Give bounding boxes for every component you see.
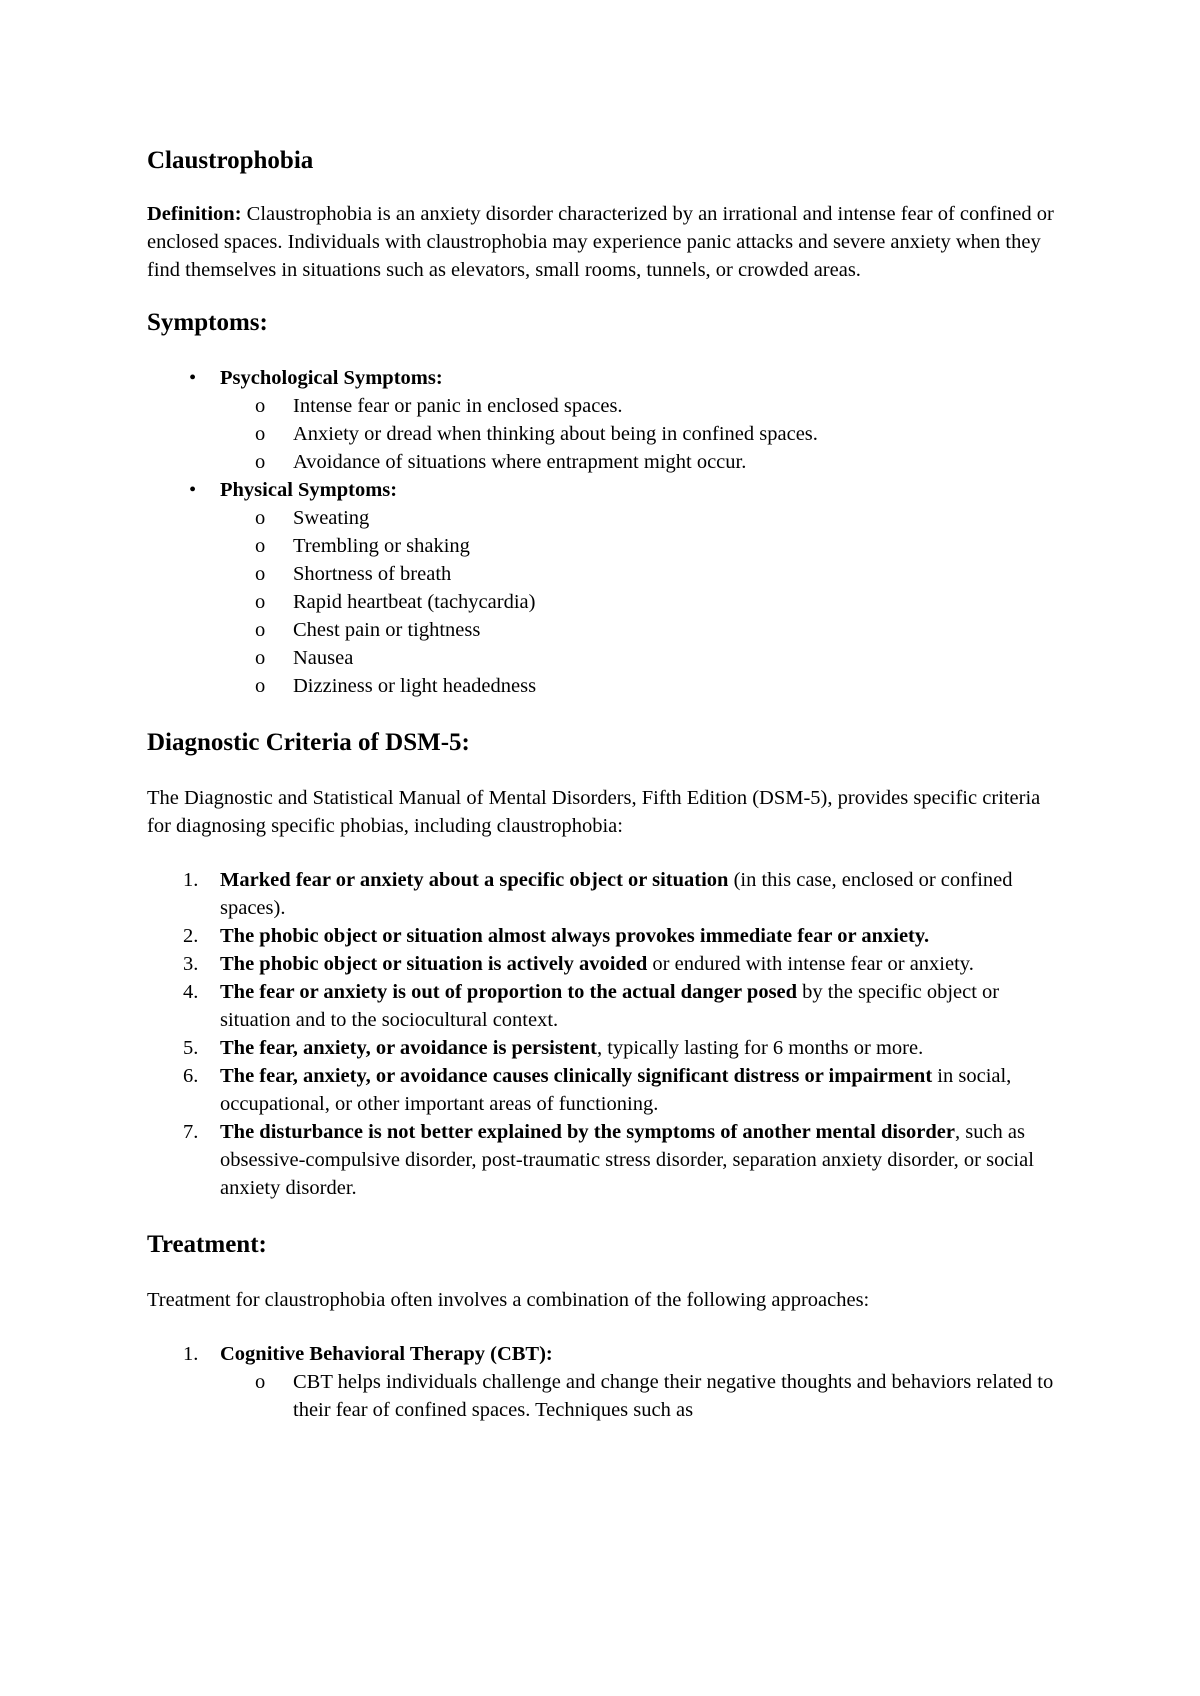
diagnostic-heading: Diagnostic Criteria of DSM-5: <box>147 729 470 756</box>
criterion-rest: in social, occupational, or other important areas of functioning. <box>220 1065 1012 1115</box>
sub-marker: o <box>255 423 266 445</box>
criterion-bold: The fear, anxiety, or avoidance is persistent <box>220 1037 597 1059</box>
symptom-text: Avoidance of situations where entrapment might occur. <box>293 451 747 473</box>
list-item <box>147 560 1067 588</box>
criterion-rest: , such as obsessive-compulsive disorder, post-traumatic stress disorder, separation anxiety disorder, or social anxiety disorder. <box>220 1121 1034 1199</box>
criterion-number: 2. <box>183 925 199 947</box>
criterion-number: 4. <box>183 981 199 1003</box>
criteria-list <box>147 866 1067 1202</box>
sub-marker: o <box>255 507 266 529</box>
criterion-bold: The fear or anxiety is out of proportion to the actual danger posed <box>220 981 798 1003</box>
definition-label: Definition: <box>147 203 242 225</box>
sub-marker: o <box>255 535 266 557</box>
physical-symptoms-item <box>147 476 1067 504</box>
sub-marker: o <box>255 619 266 641</box>
criterion-rest: , typically lasting for 6 months or more. <box>596 1037 924 1059</box>
criterion-rest: or endured with intense fear or anxiety. <box>647 953 974 975</box>
symptoms-heading: Symptoms: <box>147 309 268 336</box>
sub-marker: o <box>255 1371 266 1393</box>
document-page <box>147 146 1067 1424</box>
list-item <box>147 644 1067 672</box>
criterion-item <box>147 1118 1067 1202</box>
criterion-bold: The disturbance is not better explained by the symptoms of another mental disorder <box>220 1121 955 1143</box>
list-item <box>147 1368 1067 1424</box>
symptoms-list <box>147 364 1067 700</box>
treatment-heading: Treatment: <box>147 1231 267 1258</box>
physical-symptoms-label: Physical Symptoms: <box>220 479 398 501</box>
treatment-list <box>147 1340 1067 1424</box>
diagnostic-intro: The Diagnostic and Statistical Manual of Mental Disorders, Fifth Edition (DSM-5), provides specific criteria for diagnosing specific phobias, including claustrophobia: <box>147 787 1041 837</box>
symptom-text: Shortness of breath <box>293 563 452 585</box>
treatment-number: 1. <box>183 1343 199 1365</box>
document-title: Claustrophobia <box>147 147 314 174</box>
list-item <box>147 616 1067 644</box>
criterion-rest: by the specific object or situation and to the sociocultural context. <box>220 981 1000 1031</box>
sub-marker: o <box>255 451 266 473</box>
list-item <box>147 532 1067 560</box>
criterion-number: 3. <box>183 953 199 975</box>
treatment-label: Cognitive Behavioral Therapy (CBT): <box>220 1343 553 1365</box>
treatment-subtext: CBT helps individuals challenge and change their negative thoughts and behaviors related to their fear of confined spaces. Techniques such as <box>293 1371 1054 1421</box>
symptom-text: Chest pain or tightness <box>293 619 481 641</box>
criterion-bold: Marked fear or anxiety about a specific object or situation <box>220 869 729 891</box>
criterion-rest: (in this case, enclosed or confined spaces). <box>220 869 1013 919</box>
criterion-item <box>147 1034 1067 1062</box>
criterion-item <box>147 950 1067 978</box>
symptom-text: Dizziness or light headedness <box>293 675 537 697</box>
list-item <box>147 588 1067 616</box>
treatment-intro: Treatment for claustrophobia often involves a combination of the following approaches: <box>147 1289 870 1311</box>
treatment-item <box>147 1340 1067 1368</box>
criterion-bold: The phobic object or situation almost always provokes immediate fear or anxiety. <box>220 925 930 947</box>
list-item <box>147 420 1067 448</box>
sub-marker: o <box>255 591 266 613</box>
sub-marker: o <box>255 395 266 417</box>
symptom-text: Sweating <box>293 507 370 529</box>
bullet-marker: • <box>189 367 197 389</box>
list-item <box>147 672 1067 700</box>
symptom-text: Nausea <box>293 647 354 669</box>
criterion-number: 7. <box>183 1121 199 1143</box>
criterion-item <box>147 1062 1067 1118</box>
criterion-bold: The phobic object or situation is actively avoided <box>220 953 648 975</box>
psychological-symptoms-label: Psychological Symptoms: <box>220 367 443 389</box>
list-item <box>147 448 1067 476</box>
sub-marker: o <box>255 563 266 585</box>
criterion-number: 1. <box>183 869 199 891</box>
criterion-number: 6. <box>183 1065 199 1087</box>
symptom-text: Trembling or shaking <box>293 535 470 557</box>
criterion-number: 5. <box>183 1037 199 1059</box>
symptom-text: Intense fear or panic in enclosed spaces. <box>293 395 623 417</box>
definition-paragraph <box>147 200 1067 284</box>
definition-text: Claustrophobia is an anxiety disorder characterized by an irrational and intense fear of confined or enclosed spaces. Individuals with claustrophobia may experience panic attacks and severe anxiety when they find themselves in situations such as elevators, small rooms, tunnels, or crowded areas. <box>147 203 1054 281</box>
criterion-item <box>147 922 1067 950</box>
criterion-bold: The fear, anxiety, or avoidance causes clinically significant distress or impairment <box>220 1065 933 1087</box>
list-item <box>147 392 1067 420</box>
symptom-text: Rapid heartbeat (tachycardia) <box>293 591 536 613</box>
list-item <box>147 504 1067 532</box>
sub-marker: o <box>255 647 266 669</box>
sub-marker: o <box>255 675 266 697</box>
psychological-symptoms-item <box>147 364 1067 392</box>
criterion-item <box>147 978 1067 1034</box>
bullet-marker: • <box>189 479 197 501</box>
symptom-text: Anxiety or dread when thinking about being in confined spaces. <box>293 423 818 445</box>
criterion-item <box>147 866 1067 922</box>
